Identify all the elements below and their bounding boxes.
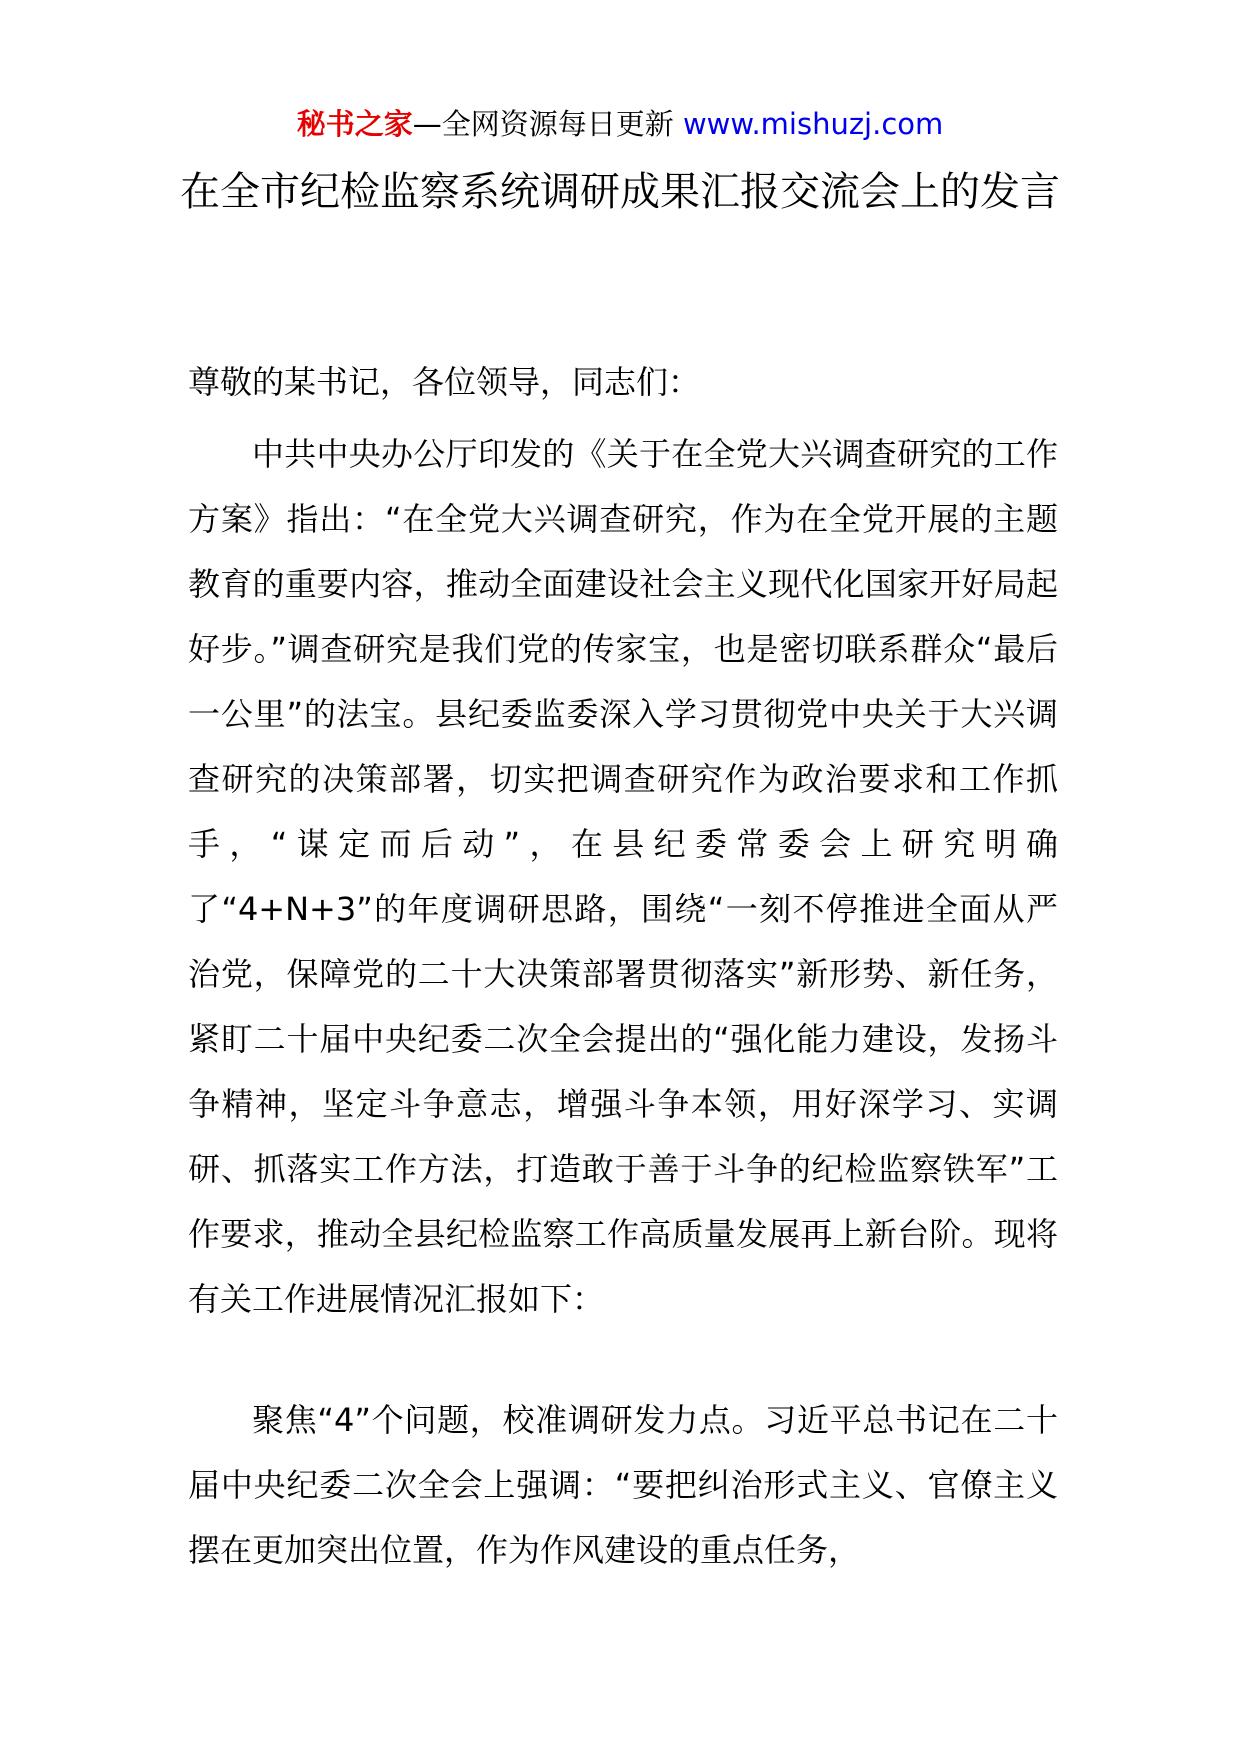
header-tagline: —全网资源每日更新 [412,107,674,141]
site-header [0,104,1240,144]
brand-name: 秘书之家 [296,107,413,141]
paragraph: 中共中央办公厅印发的《关于在全党大兴调查研究的工作方案》指出：“在全党大兴调查研究，作为在全党开展的主题教育的重要内容，推动全面建设社会主义现代化国家开好局起好步。”调查研究是我们党的传家宝，也是密切联系群众“最后一公里”的法宝。县纪委监委深入学习贯彻党中央关于大兴调查研究的决策部署，切实把调查研究作为政治要求和工作抓手，“谋定而后动”，在县纪委常委会上研究明确了“4+N+3”的年度调研思路，围绕“一刻不停推进全面从严治党，保障党的二十大决策部署贯彻落实”新形势、新任务，紧盯二十届中央纪委二次全会提出的“强化能力建设，发扬斗争精神，坚定斗争意志，增强斗争本领，用好深学习、实调研、抓落实工作方法，打造敢于善于斗争的纪检监察铁军”工作要求，推动全县纪检监察工作高质量发展再上新台阶。现将有关工作进展情况汇报如下： [188,435,1058,1318]
salutation: 尊敬的某书记，各位领导，同志们： [188,363,701,401]
document-title: 在全市纪检监察系统调研成果汇报交流会上的发言 [180,169,1060,215]
paragraph: 聚焦“4”个问题，校准调研发力点。习近平总书记在二十届中央纪委二次全会上强调：“要把纠治形式主义、官僚主义摆在更加突出位置，作为作风建设的重点任务， [188,1401,1058,1569]
site-url[interactable]: www.mishuzj.com [682,107,944,141]
